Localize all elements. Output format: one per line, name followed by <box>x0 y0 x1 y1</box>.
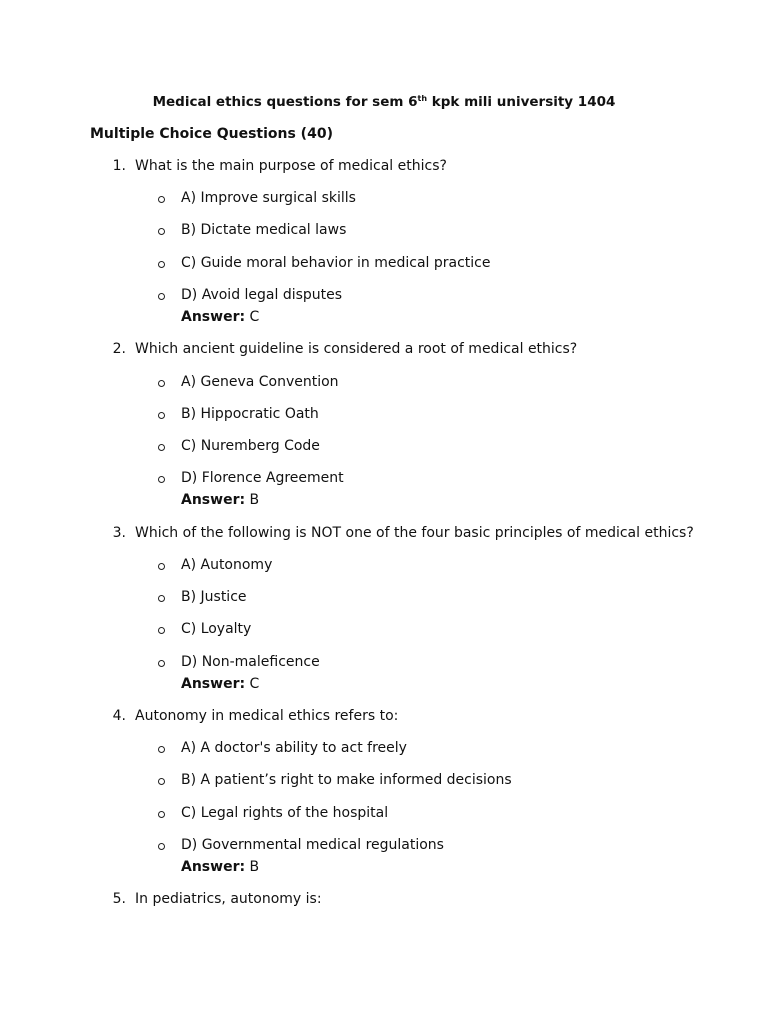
bullet-icon <box>158 444 165 451</box>
answer-label: Answer: <box>181 676 246 692</box>
bullet-icon <box>158 811 165 818</box>
question-text: Which of the following is NOT one of the four basic principles of medical ethics? <box>135 525 694 541</box>
answer-value: B <box>249 859 260 875</box>
bullet-icon <box>158 228 165 235</box>
question-number: 5. <box>112 891 126 907</box>
question-number: 3. <box>112 525 126 541</box>
option-text: D) Governmental medical regulations <box>181 837 444 853</box>
bullet-icon <box>158 476 165 483</box>
option-text: D) Florence Agreement <box>181 470 344 486</box>
answer-value: B <box>249 492 260 508</box>
option-text: A) Geneva Convention <box>181 374 339 390</box>
bullet-icon <box>158 563 165 570</box>
option-text: B) Justice <box>181 589 247 605</box>
answer-value: C <box>249 309 260 325</box>
option-text: D) Non-maleficence <box>181 654 320 670</box>
question-number: 4. <box>112 708 126 724</box>
bullet-icon <box>158 196 165 203</box>
answer-label: Answer: <box>181 859 246 875</box>
bullet-icon <box>158 412 165 419</box>
answer-line <box>181 491 259 509</box>
option-text: C) Loyalty <box>181 621 252 637</box>
title-suffix: kpk mili university 1404 <box>427 94 616 110</box>
answer-line <box>181 858 259 876</box>
bullet-icon <box>158 380 165 387</box>
section-heading: Multiple Choice Questions (40) <box>90 126 333 142</box>
answer-line <box>181 675 259 693</box>
bullet-icon <box>158 595 165 602</box>
option-text: B) Dictate medical laws <box>181 222 347 238</box>
option-text: A) Improve surgical skills <box>181 190 356 206</box>
question-number: 2. <box>112 341 126 357</box>
option-text: B) Hippocratic Oath <box>181 406 319 422</box>
option-text: D) Avoid legal disputes <box>181 287 343 303</box>
question-number: 1. <box>112 158 126 174</box>
option-text: A) Autonomy <box>181 557 273 573</box>
bullet-icon <box>158 660 165 667</box>
question-text: Which ancient guideline is considered a root of medical ethics? <box>135 341 578 357</box>
option-text: C) Legal rights of the hospital <box>181 805 389 821</box>
answer-line <box>181 308 259 326</box>
bullet-icon <box>158 746 165 753</box>
bullet-icon <box>158 261 165 268</box>
document-title <box>0 93 768 111</box>
option-text: C) Nuremberg Code <box>181 438 320 454</box>
title-prefix: Medical ethics questions for sem 6 <box>152 94 418 110</box>
question-text: In pediatrics, autonomy is: <box>135 891 322 907</box>
question-text: What is the main purpose of medical ethics? <box>135 158 447 174</box>
option-text: B) A patient’s right to make informed decisions <box>181 772 512 788</box>
question-text: Autonomy in medical ethics refers to: <box>135 708 399 724</box>
bullet-icon <box>158 778 165 785</box>
answer-label: Answer: <box>181 309 246 325</box>
bullet-icon <box>158 627 165 634</box>
option-text: A) A doctor's ability to act freely <box>181 740 407 756</box>
option-text: C) Guide moral behavior in medical practice <box>181 255 491 271</box>
answer-label: Answer: <box>181 492 246 508</box>
bullet-icon <box>158 843 165 850</box>
answer-value: C <box>249 676 260 692</box>
title-superscript: th <box>417 94 428 103</box>
bullet-icon <box>158 293 165 300</box>
